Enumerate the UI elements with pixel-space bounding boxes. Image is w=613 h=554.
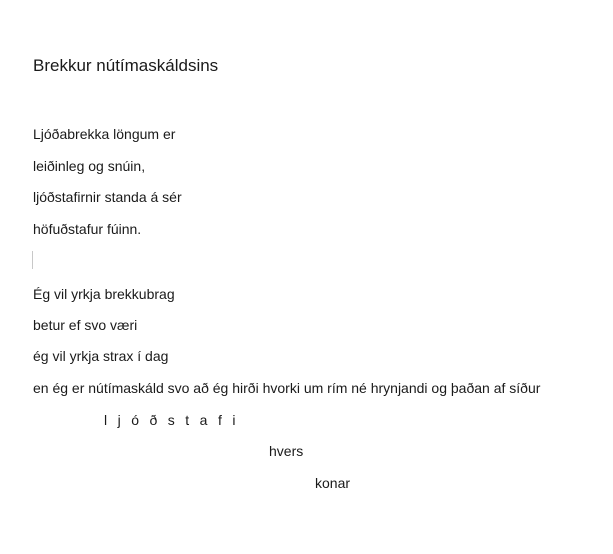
poem-line: Ég vil yrkja brekkubrag xyxy=(33,286,175,302)
trailing-word: hvers xyxy=(269,443,304,459)
trailing-word: konar xyxy=(315,475,351,491)
poem-line: betur ef svo væri xyxy=(33,317,138,333)
poem-title: Brekkur nútímaskáldsins xyxy=(33,56,219,75)
poem-line: en ég er nútímaskáld svo að ég hirði hvorki um rím né hrynjandi og þaðan af síður xyxy=(33,380,541,396)
poem-line: ég vil yrkja strax í dag xyxy=(33,348,169,364)
spaced-word: ljóðstafi xyxy=(104,412,246,428)
poem-line: ljóðstafirnir standa á sér xyxy=(33,189,182,205)
poem-line: leiðinleg og snúin, xyxy=(33,158,146,174)
poem-line: Ljóðabrekka löngum er xyxy=(33,126,176,142)
poem-line: höfuðstafur fúinn. xyxy=(33,221,142,237)
text-cursor xyxy=(32,251,33,269)
